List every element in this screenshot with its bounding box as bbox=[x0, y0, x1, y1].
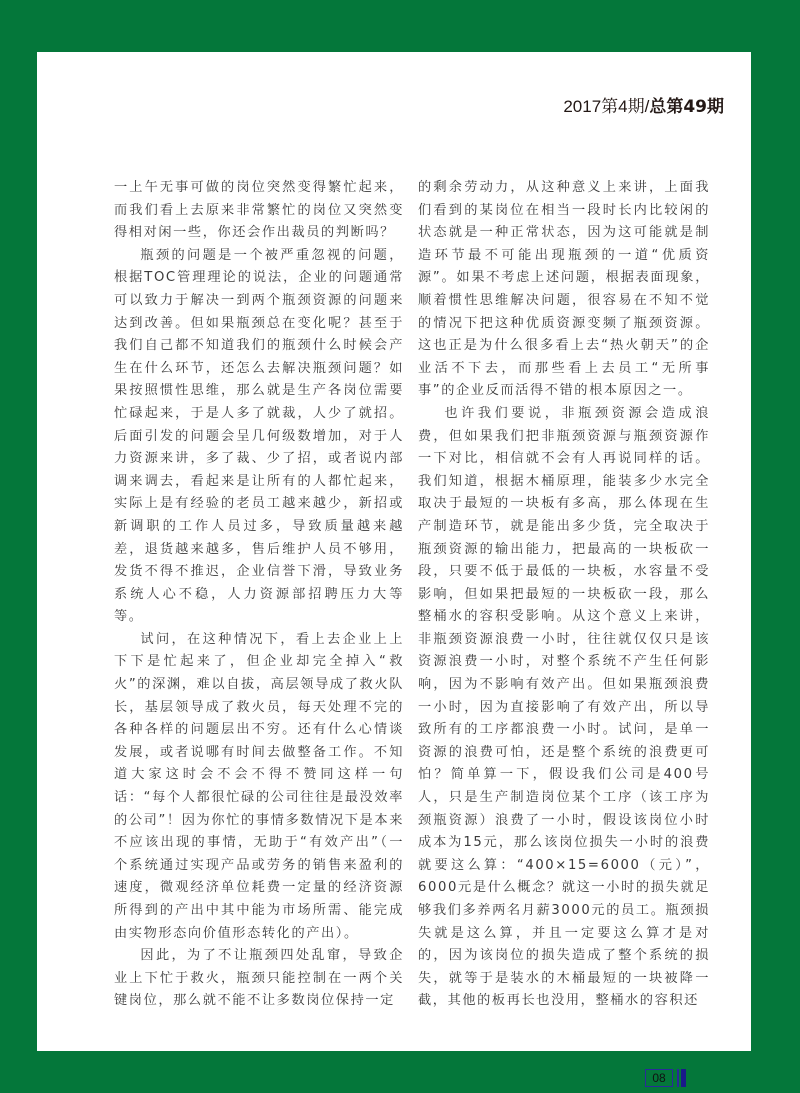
issue-header bbox=[563, 92, 724, 117]
page-number-block bbox=[645, 1069, 686, 1087]
page-number: 08 bbox=[645, 1069, 673, 1087]
page-number-thick-bar bbox=[681, 1069, 686, 1087]
paragraph: 因此，为了不让瓶颈四处乱窜，导致企业上下忙于救火，瓶颈只能控制在一两个关键岗位，那么就不能不让多数岗位保持一定 bbox=[114, 948, 404, 1009]
paragraph: 瓶颈的问题是一个被严重忽视的问题，根据TOC管理理论的说法，企业的问题通常可以致力于解决一到两个瓶颈资源的问题来达到改善。但如果瓶颈总在变化呢？甚至于我们自己都不知道我们的瓶颈什么时候会产生在什么环节，还怎么去解决瓶颈问题？如果按照惯性思维，那么就是生产各岗位需要忙碌起来，于是人多了就裁，人少了就招。后面引发的问题会呈几何级数增加，对于人力资源来讲，多了裁、少了招，或者说内部调来调去，看起来是让所有的人都忙起来，实际上是有经验的老员工越来越少，新招或新调职的工作人员过多，导致质量越来越差，退货越来越多，售后维护人员不够用，发货不得不推迟，企业信誉下滑，导致业务系统人心不稳，人力资源部招聘压力大等等。 bbox=[114, 247, 404, 625]
paragraph: 试问，在这种情况下，看上去企业上上下下是忙起来了，但企业却完全掉入“救火”的深渊，难以自拔，高层领导成了救火队长，基层领导成了救火员，每天处理不完的各种各样的问题层出不穷。还有什么心情谈发展，或者说哪有时间去做整备工作。不知道大家这时会不会不得不赞同这样一句话：“每个人都很忙碌的公司往往是最没效率的公司”！因为你忙的事情多数情况下是本来不应该出现的事情，无助于“有效产出”（一个系统通过实现产品或劳务的销售来盈利的速度，微观经济单位耗费一定量的经济资源所得到的产出中其中能为市场所需、能完成由实物形态向价值形态转化的产出）。 bbox=[114, 631, 404, 941]
paragraph: 也许我们要说，非瓶颈资源会造成浪费，但如果我们把非瓶颈资源与瓶颈资源作一下对比，相信就不会有人再说同样的话。我们知道，根据木桶原理，能装多少水完全取决于最短的一块板有多高，那么体现在生产制造环节，就是能出多少货，完全取决于瓶颈资源的输出能力，把最高的一块板砍一段，只要不低于最低的一块板，水容量不受影响，但如果把最短的一块板砍一段，那么整桶水的容积受影响。从这个意义上来讲，非瓶颈资源浪费一小时，往往就仅仅只是该资源浪费一小时，对整个系统不产生任何影响，因为不影响有效产出。但如果瓶颈浪费一小时，因为直接影响了有效产出，所以导致所有的工序都浪费一小时。试问，是单一资源的浪费可怕，还是整个系统的浪费更可怕？简单算一下，假设我们公司是400号人，只是生产制造岗位某个工序（该工序为颈瓶资源）浪费了一小时，假设该岗位小时成本为15元，那么该岗位损失一小时的浪费就要这么算：“400×15=6000（元）”，6000元是什么概念？就这一小时的损失就足够我们多养两名月薪3000元的员工。瓶颈损失就是这么算，并且一定要这么算才是对的，因为该岗位的损失造成了整个系统的损失，就等于是装水的木桶最短的一块被降一截，其他的板再长也没用，整桶水的容积还 bbox=[418, 405, 710, 1009]
right-column bbox=[418, 177, 710, 1013]
paragraph: 的剩余劳动力，从这种意义上来讲，上面我们看到的某岗位在相当一段时长内比较闲的状态就是一种正常状态，因为这可能就是制造环节最不可能出现瓶颈的一道“优质资源”。如果不考虑上述问题，根据表面现象，顺着惯性思维解决问题，很容易在不知不觉的情况下把这种优质资源变频了瓶颈资源。这也正是为什么很多看上去“热火朝天”的企业活不下去，而那些看上去员工“无所事事”的企业反而活得不错的根本原因之一。 bbox=[418, 180, 710, 399]
issue-label: 2017第4期/ bbox=[563, 97, 650, 116]
page-number-thin-bar bbox=[677, 1069, 679, 1087]
left-column bbox=[114, 177, 404, 1013]
paragraph: 一上午无事可做的岗位突然变得繁忙起来，而我们看上去原来非常繁忙的岗位又突然变得相对闲一些，你还会作出裁员的判断吗？ bbox=[114, 180, 404, 241]
magazine-page bbox=[37, 52, 751, 1085]
total-issue-label: 总第49期 bbox=[649, 97, 724, 117]
